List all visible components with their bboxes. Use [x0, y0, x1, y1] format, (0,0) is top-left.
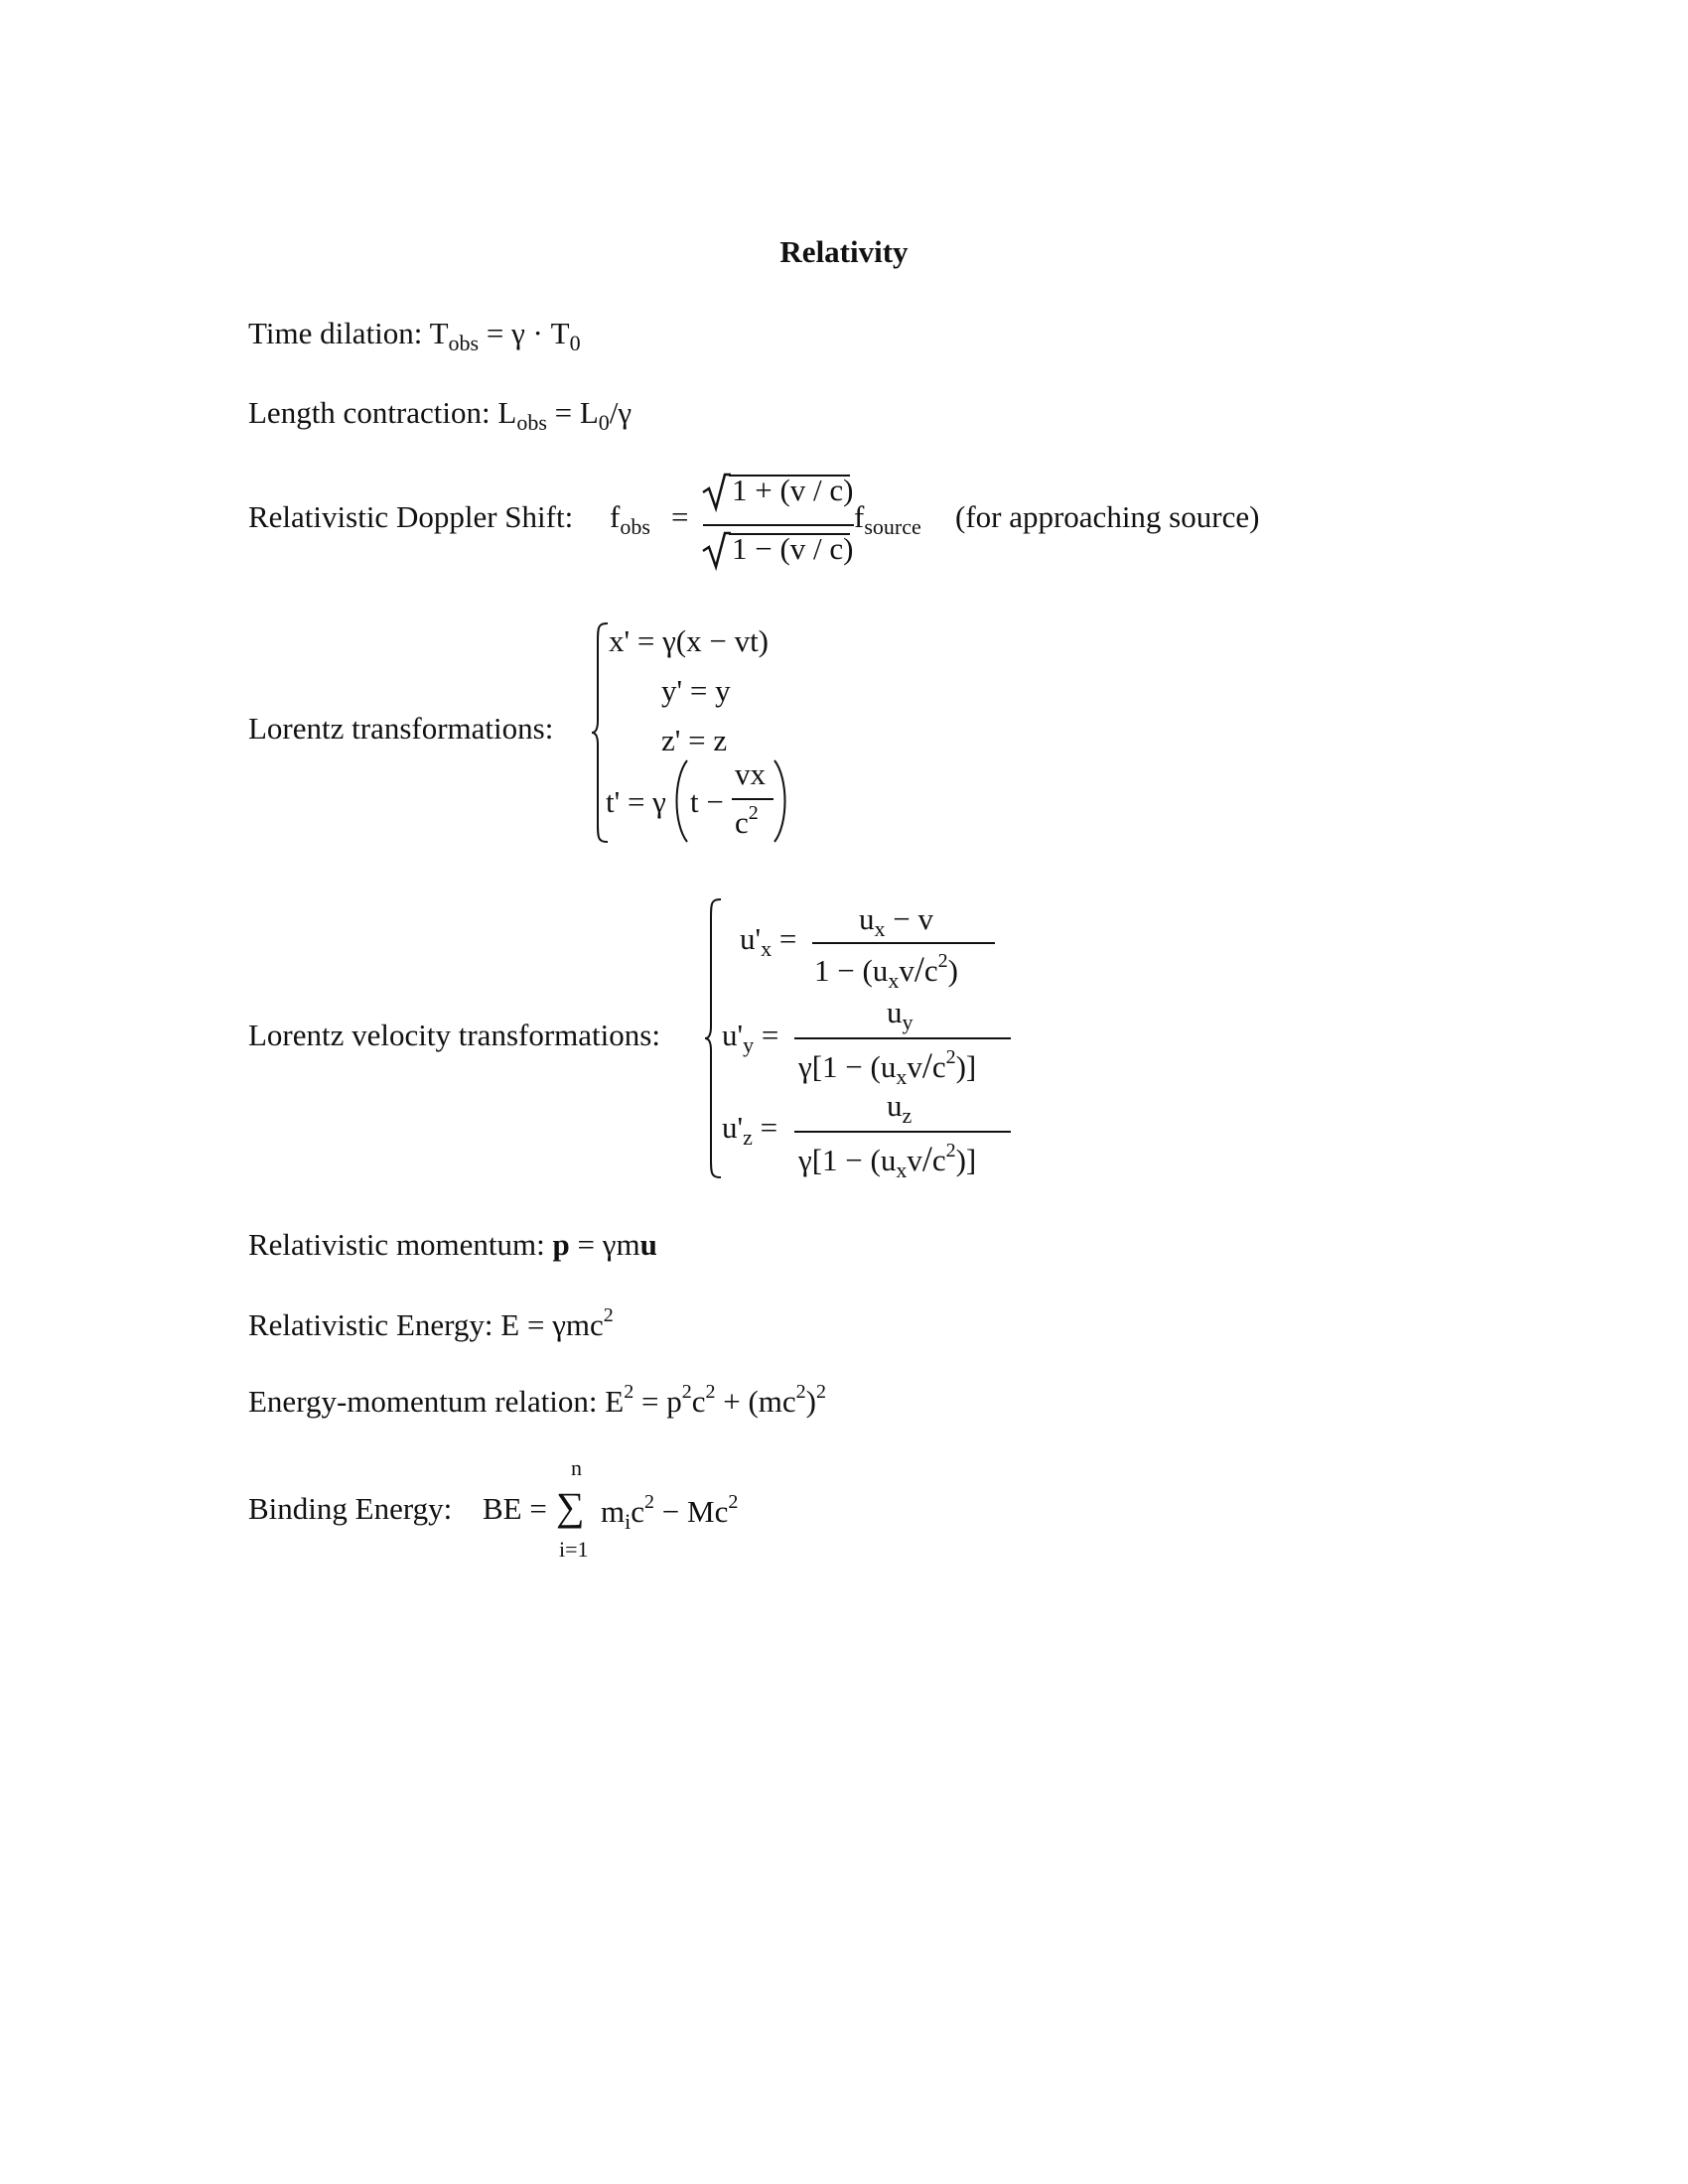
energy-momentum-d-sup: 2	[795, 1381, 806, 1403]
energy-momentum-a: E	[605, 1384, 625, 1419]
energy-label: Relativistic Energy:	[248, 1307, 493, 1342]
time-dilation-rhs-sub: 0	[569, 331, 581, 355]
velocity-ux-den-sup: 2	[937, 950, 948, 972]
velocity-ux-num-tail: − v	[885, 901, 933, 936]
velocity-ux-eq: =	[778, 921, 797, 956]
velocity-uz-den-sub: x	[896, 1158, 908, 1182]
velocity-uz-den-b: v	[907, 1143, 922, 1177]
momentum-eq: = γm	[569, 1227, 640, 1262]
doppler-eq: =	[671, 499, 689, 534]
velocity-uy-num-sub: y	[902, 1010, 914, 1034]
lorentz-t-fraction-bar	[732, 798, 774, 800]
velocity-ux-den-b: v	[899, 953, 914, 988]
doppler-note: (for approaching source)	[955, 499, 1260, 534]
velocity-uy-lhs: u'	[722, 1018, 744, 1052]
velocity-uy-den-c: c	[931, 1049, 946, 1084]
doppler-lhs: f	[610, 499, 621, 534]
time-dilation-rhs: = γ · T	[486, 316, 570, 350]
velocity-uz-num-group	[887, 1088, 912, 1129]
length-contraction-eq: = L	[554, 395, 599, 430]
velocity-label: Lorentz velocity transformations:	[248, 1018, 660, 1052]
doppler-label: Relativistic Doppler Shift:	[248, 499, 574, 534]
doppler-den: 1 − (v / c)	[732, 531, 854, 566]
momentum-p: p	[552, 1227, 570, 1262]
momentum-line	[248, 1227, 657, 1263]
energy-sup: 2	[603, 1304, 614, 1326]
doppler-factor-group	[854, 499, 921, 540]
momentum-label: Relativistic momentum:	[248, 1227, 545, 1262]
lorentz-t-den: c	[735, 805, 749, 840]
velocity-uz-den-d: )]	[955, 1143, 977, 1177]
time-dilation-lhs: T	[429, 316, 449, 350]
length-contraction-lhs: L	[497, 395, 517, 430]
doppler-den-sqrt-icon	[701, 531, 731, 569]
doppler-num-sqrt-icon	[701, 473, 731, 510]
energy-momentum-b-sup: 2	[681, 1381, 692, 1403]
doppler-lhs-sub: obs	[620, 514, 650, 539]
energy-momentum-c: c	[691, 1384, 706, 1419]
velocity-uy-num-group	[887, 995, 914, 1035]
velocity-uy-den-b: v	[907, 1049, 922, 1084]
doppler-num: 1 + (v / c)	[732, 473, 854, 507]
lorentz-z: z' = z	[661, 723, 728, 757]
doppler-factor-sub: source	[864, 514, 921, 539]
velocity-uy-den-a: γ[1 − (u	[798, 1049, 897, 1084]
velocity-uy-den-d: )]	[955, 1049, 977, 1084]
velocity-uy-lhs-group	[722, 1018, 778, 1058]
velocity-ux-den-c: c	[923, 953, 938, 988]
velocity-uy-den-group	[798, 1044, 976, 1090]
time-dilation-line	[248, 316, 581, 356]
time-dilation-label: Time dilation:	[248, 316, 423, 350]
velocity-ux-den-a: 1 − (u	[814, 953, 889, 988]
velocity-uz-fraction-bar	[794, 1131, 1011, 1133]
velocity-uy-slash-glyph: /	[921, 1045, 932, 1085]
energy-momentum-d: + (mc	[715, 1384, 796, 1419]
velocity-uy-fraction-bar	[794, 1037, 1011, 1039]
velocity-ux-sub: x	[761, 936, 773, 961]
velocity-ux-fraction-bar	[812, 942, 995, 944]
lorentz-t-inner: t −	[690, 784, 724, 819]
velocity-uz-num-sub: z	[902, 1103, 913, 1128]
velocity-ux-den-d: )	[947, 953, 958, 988]
lorentz-t-den-group	[735, 802, 759, 841]
binding-tail-sup: 2	[728, 1491, 739, 1513]
binding-expr-group	[601, 1491, 738, 1535]
velocity-ux-slash-glyph: /	[914, 949, 924, 989]
lorentz-x: x' = γ(x − vt)	[609, 623, 770, 658]
velocity-uz-lhs: u'	[722, 1110, 744, 1145]
binding-label: Binding Energy:	[248, 1491, 453, 1526]
energy-momentum-label: Energy-momentum relation:	[248, 1384, 598, 1419]
velocity-ux-den-sub: x	[888, 968, 900, 993]
velocity-uy-sub: y	[743, 1032, 755, 1057]
lorentz-right-paren-icon	[773, 758, 790, 844]
energy-momentum-e-sup: 2	[816, 1381, 826, 1403]
lorentz-t-den-sup: 2	[748, 802, 759, 824]
page-title: Relativity	[779, 234, 909, 269]
energy-momentum-b: = p	[633, 1384, 682, 1419]
length-contraction-rhs-tail: /γ	[609, 395, 633, 430]
velocity-uy-den-sup: 2	[945, 1046, 956, 1068]
binding-lower: i=1	[559, 1537, 589, 1562]
time-dilation-lhs-sub: obs	[448, 331, 480, 355]
binding-tail: − Mc	[654, 1494, 729, 1529]
velocity-uz-eq: =	[760, 1110, 778, 1145]
velocity-uy-num: u	[887, 995, 903, 1029]
velocity-uz-den-sup: 2	[945, 1140, 956, 1161]
binding-term-sub: i	[625, 1509, 632, 1534]
velocity-brace-icon	[703, 897, 723, 1179]
velocity-ux-lhs: u'	[740, 921, 762, 956]
velocity-uz-num: u	[887, 1088, 903, 1123]
binding-upper: n	[571, 1455, 582, 1480]
velocity-ux-num: u	[859, 901, 875, 936]
doppler-factor: f	[854, 499, 865, 534]
lorentz-t-num: vx	[735, 756, 766, 791]
lorentz-t-lhs: t' = γ	[606, 784, 666, 819]
velocity-uz-lhs-group	[722, 1110, 777, 1151]
energy-line	[248, 1304, 614, 1343]
binding-term-sup: 2	[644, 1491, 655, 1513]
length-contraction-line	[248, 395, 632, 436]
velocity-uz-den-a: γ[1 − (u	[798, 1143, 897, 1177]
energy-expr: E = γmc	[500, 1307, 604, 1342]
energy-momentum-line	[248, 1381, 826, 1420]
doppler-lhs-group	[610, 499, 650, 540]
energy-momentum-a-sup: 2	[624, 1381, 634, 1403]
velocity-uz-slash-glyph: /	[921, 1139, 932, 1178]
velocity-uz-den-group	[798, 1138, 976, 1183]
velocity-ux-num-sub: x	[874, 916, 886, 941]
velocity-uz-sub: z	[743, 1125, 753, 1150]
velocity-ux-lhs-group	[740, 921, 796, 962]
binding-sigma-icon: ∑	[556, 1484, 585, 1529]
lorentz-y: y' = y	[661, 673, 731, 708]
doppler-fraction-bar	[703, 524, 854, 526]
velocity-uy-den-sub: x	[896, 1064, 908, 1089]
lorentz-label: Lorentz transformations:	[248, 711, 554, 746]
binding-term: m	[601, 1494, 626, 1529]
lorentz-left-paren-icon	[671, 758, 689, 844]
length-contraction-lhs-sub: obs	[516, 410, 547, 435]
binding-term-c: c	[631, 1494, 645, 1529]
velocity-uz-den-c: c	[931, 1143, 946, 1177]
energy-momentum-c-sup: 2	[705, 1381, 716, 1403]
length-contraction-rhs-sub: 0	[598, 410, 610, 435]
binding-lhs: BE =	[483, 1491, 547, 1526]
velocity-ux-den-group	[814, 948, 958, 994]
velocity-ux-num-group	[859, 901, 933, 942]
length-contraction-label: Length contraction:	[248, 395, 491, 430]
energy-momentum-e: )	[805, 1384, 816, 1419]
momentum-u: u	[639, 1227, 657, 1262]
velocity-uy-eq: =	[761, 1018, 779, 1052]
